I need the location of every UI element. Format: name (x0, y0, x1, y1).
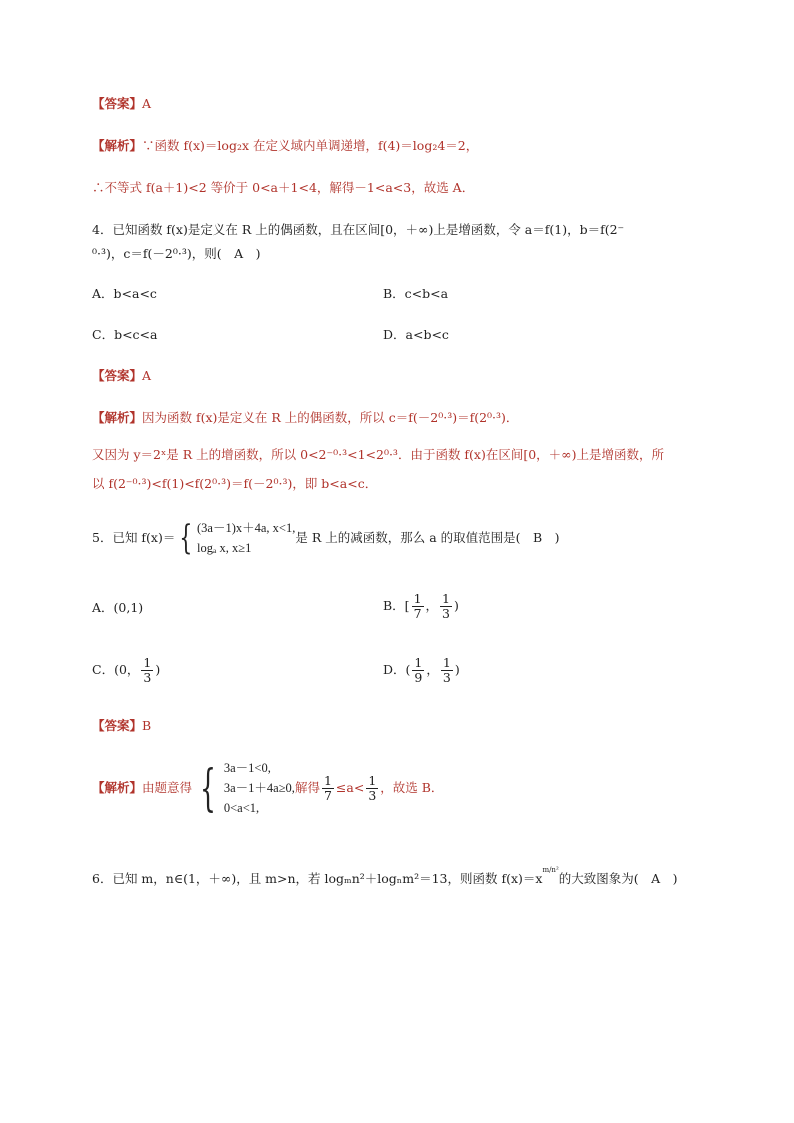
q5-option-c (92, 656, 160, 685)
answer-value: A (142, 368, 152, 383)
q5-prefix: 5．已知 f(x)＝ (92, 530, 176, 545)
denominator: 7 (413, 606, 422, 621)
question-4-line1: 4．已知函数 f(x)是定义在 R 上的偶函数，且在区间[0，＋∞)上是增函数，令 a＝f(1)，b＝f(2⁻ (92, 222, 625, 237)
q5-case-1: (3a－1)x＋4a, x<1, (197, 521, 296, 535)
answer-5 (92, 718, 151, 734)
numerator: 1 (414, 655, 423, 670)
denominator: 3 (143, 670, 152, 685)
numerator: 1 (368, 772, 377, 788)
explanation-tag: 【解析】 (92, 138, 143, 153)
explanation-5 (92, 758, 443, 818)
denominator: 3 (442, 606, 450, 621)
fraction (440, 592, 452, 621)
numerator: 1 (442, 591, 450, 606)
exp5-system (224, 758, 295, 818)
q4-option-b: B．c<b<a (383, 286, 449, 301)
question-6 (92, 868, 678, 887)
fraction (412, 592, 424, 621)
option-text: ) (454, 662, 460, 677)
answer-value: B (142, 718, 152, 733)
explanation-text: ≤a< (335, 780, 365, 795)
q5-suffix: 是 R 上的减函数，那么 a 的取值范围是( B ) (295, 530, 560, 545)
fraction (412, 656, 424, 685)
option-text: ) (155, 662, 161, 677)
option-text: C．(0， (92, 662, 140, 677)
explanation-4-line3: 以 f(2⁻⁰·³)<f(1)<f(2⁰·³)＝f(－2⁰·³)，即 b<a<c． (92, 476, 378, 491)
separator: ， (425, 598, 439, 613)
q6-exponent: m/n² (542, 866, 559, 874)
explanation-text: ∵函数 f(x)＝log₂x 在定义域内单调递增，f(4)＝log₂4＝2， (142, 138, 479, 153)
explanation-text: ，故选 B． (380, 780, 444, 795)
fraction (322, 774, 334, 803)
question-5 (92, 518, 560, 558)
explanation-4-line2: 又因为 y＝2ˣ是 R 上的增函数，所以 0<2⁻⁰·³<1<2⁰·³．由于函数 f(x)在区间[0，＋∞)上是增函数，所 (92, 447, 664, 462)
system-row: 3a－1＋4a≥0, (223, 781, 295, 795)
question-4-line2: ⁰·³)，c＝f(－2⁰·³)，则( A ) (92, 246, 261, 261)
denominator: 9 (414, 670, 423, 685)
q4-option-c: C．b<c<a (92, 327, 158, 342)
q5-option-d (383, 656, 460, 685)
answer-value: A (142, 96, 152, 111)
q5-case-2: logₐ x, x≥1 (197, 541, 252, 555)
denominator: 3 (442, 670, 451, 685)
fraction (141, 656, 153, 685)
answer-tag: 【答案】 (92, 718, 143, 733)
explanation-tag: 【解析】 (92, 410, 143, 425)
answer-tag: 【答案】 (92, 96, 143, 111)
explanation-text: 由题意得 (142, 780, 193, 795)
denominator: 3 (368, 787, 377, 803)
fraction (366, 774, 378, 803)
q5-option-b (383, 592, 459, 621)
system-row: 0<a<1, (223, 801, 260, 815)
q6-suffix: 的大致图象为( A ) (558, 871, 678, 887)
q6-text: 6．已知 m，n∈(1，＋∞)，且 m>n，若 logₘn²＋logₙm²＝13，则函数 f(x)＝x (92, 871, 543, 887)
numerator: 1 (413, 591, 422, 606)
q5-piecewise (197, 518, 295, 558)
q4-option-d: D．a<b<c (383, 327, 449, 342)
system-row: 3a－1<0, (223, 761, 271, 775)
answer-4 (92, 368, 151, 384)
denominator: 7 (323, 787, 332, 803)
option-text: ) (454, 598, 459, 613)
brace-icon: { (199, 759, 216, 817)
q4-option-a: A．b<a<c (92, 286, 157, 301)
brace-icon: { (179, 518, 193, 558)
explanation-text: 解得 (294, 780, 320, 795)
numerator: 1 (323, 772, 332, 788)
fraction (441, 656, 453, 685)
explanation-tag: 【解析】 (92, 780, 143, 795)
explanation-4 (92, 410, 518, 426)
separator: ， (426, 662, 439, 677)
explanation-text: 因为函数 f(x)是定义在 R 上的偶函数，所以 c＝f(－2⁰·³)＝f(2⁰·³)． (142, 410, 519, 425)
option-text: D．( (383, 662, 411, 677)
answer-3 (92, 96, 151, 112)
explanation-3-line2: ∴不等式 f(a＋1)<2 等价于 0<a＋1<4，解得－1<a<3，故选 A． (92, 180, 475, 195)
numerator: 1 (143, 655, 152, 670)
explanation-3 (92, 138, 478, 154)
answer-tag: 【答案】 (92, 368, 143, 383)
numerator: 1 (442, 655, 451, 670)
option-text: B．[ (383, 598, 410, 613)
q5-option-a: A．(0,1) (92, 600, 144, 615)
